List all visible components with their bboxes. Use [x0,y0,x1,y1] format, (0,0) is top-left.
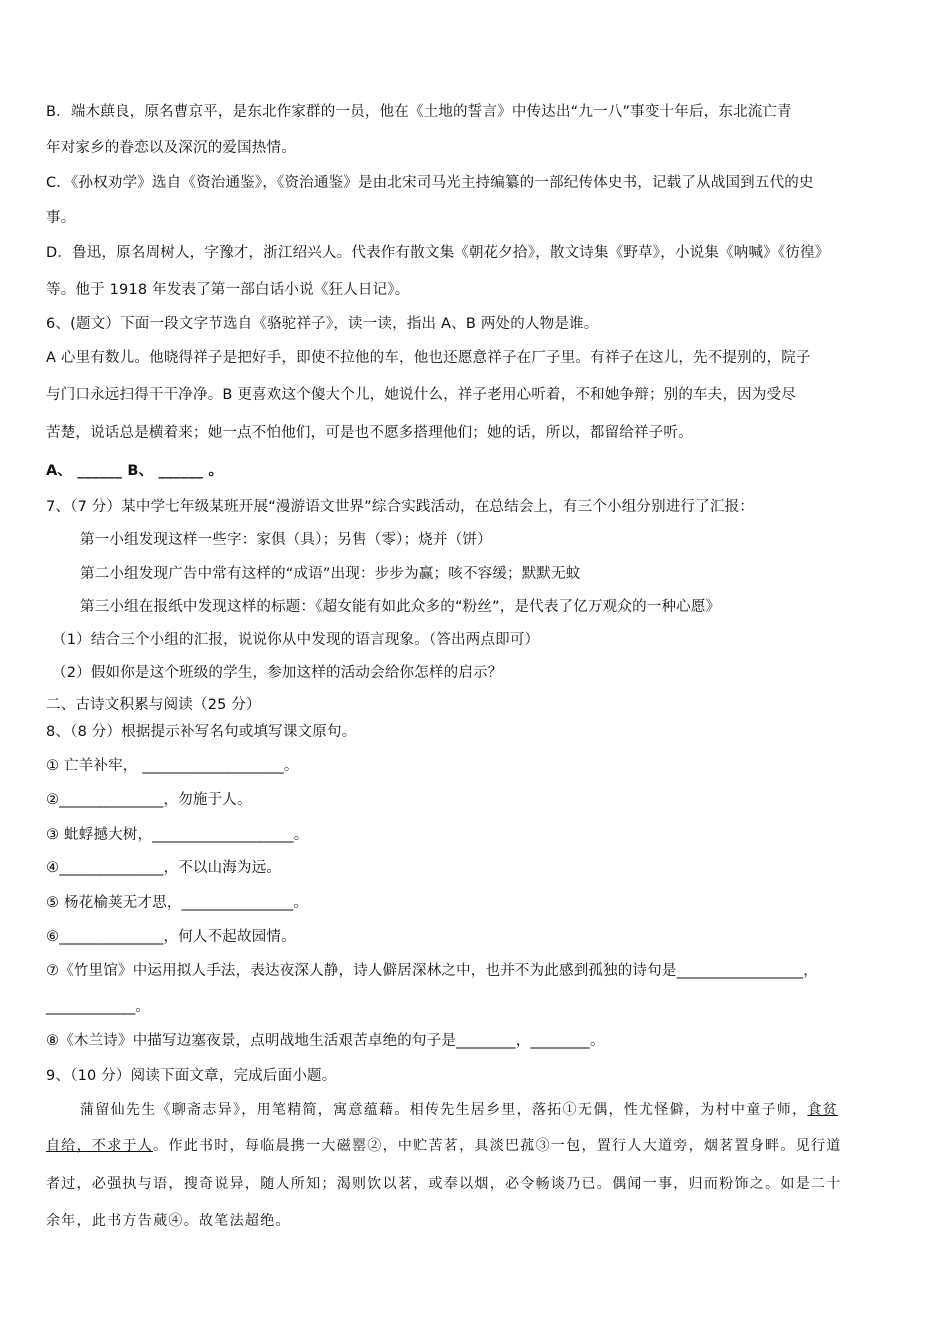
q8-item7-line2: ____________。 [46,999,151,1015]
q5-option-d-line2: 等。他于 1918 年发表了第一部白话小说《狂人日记》。 [46,282,410,298]
q5-option-d-line1: D．鲁迅，原名周树人，字豫才，浙江绍兴人。代表作有散文集《朝花夕拾》，散文诗集《野草》，小说集《呐喊》《彷徨》 [46,245,830,261]
q8-item1: ① 亡羊补牢， ___________________。 [46,758,299,774]
q8-item8: ⑧《木兰诗》中描写边塞夜景，点明战地生活艰苦卓绝的句子是________，________。 [46,1033,605,1049]
q7-subquestion2: （2）假如你是这个班级的学生，参加这样的活动会给你怎样的启示？ [52,665,503,681]
q8-item3: ③ 蚍蜉撼大树，___________________。 [46,827,309,843]
q9-passage-line3: 者过，必强执与语，搜奇说异，随人所知；渴则饮以茗，或奉以烟，必令畅谈乃已。偶闻一事，归而粉饰之。如是二十 [46,1176,842,1192]
q6-stem: 6、(题文）下面一段文字节选自《骆驼祥子》，读一读，指出 A、B 两处的人物是谁。 [46,316,599,332]
q6-passage-line1: A 心里有数儿。他晓得祥子是把好手，即使不拉他的车，他也还愿意祥子在厂子里。有祥子在这儿，先不提别的，院子 [46,350,811,366]
q9-passage-text: 蒲留仙先生《聊斋志异》，用笔精简，寓意蕴藉。相传先生居乡里，落拓①无偶，性尤怪僻，为村中童子师， [80,1102,808,1118]
q5-option-b-line2: 年对家乡的眷恋以及深沉的爱国热情。 [46,140,296,156]
q9-passage-text: 。作此书时，每临晨携一大磁罂②，中贮苦茗，具淡巴菰③一包，置行人大道旁，烟茗置身畔。见行道 [153,1138,842,1154]
section-title: 二、古诗文积累与阅读（25 分） [46,697,261,713]
q6-passage-line3: 苦楚，说话总是横着来；她一点不怕他们，可是也不愿多搭理他们；她的话，所以，都留给祥子听。 [46,425,693,441]
q9-underlined-text: 自给，不求于人 [46,1138,154,1154]
q9-underlined-text: 食贫 [807,1102,839,1118]
q7-group1: 第一小组发现这样一些字：家俱（具）；另售（零）；烧并（饼） [80,532,492,548]
q9-passage-line4: 余年，此书方告蒇④。故笔法超绝。 [46,1213,291,1229]
q9-passage-line2 [46,1136,910,1156]
q7-group2: 第二小组发现广告中常有这样的“成语”出现：步步为赢；咳不容缓；默默无蚊 [80,566,581,582]
q6-answer-blanks: A、 ______ B、 ______ 。 [46,463,224,479]
q8-stem: 8、（8 分）根据提示补写名句或填写课文原句。 [46,724,357,740]
q5-option-c-line1: C．《孙权劝学》选自《资治通鉴》，《资治通鉴》是由北宋司马光主持编纂的一部纪传体史书，记载了从战国到五代的史 [46,175,814,191]
q9-passage-line1 [80,1100,910,1120]
q8-item2: ②______________，勿施于人。 [46,792,252,808]
q8-item7-line1: ⑦《竹里馆》中运用拟人手法，表达夜深人静，诗人僻居深林之中，也并不为此感到孤独的诗句是_________________， [46,963,818,979]
q7-stem: 7、（7 分）某中学七年级某班开展“漫游语文世界”综合实践活动，在总结会上，有三个小组分别进行了汇报： [46,499,755,515]
q8-item5: ⑤ 杨花榆荚无才思，_______________。 [46,895,309,911]
q6-passage-line2: 与门口永远扫得干干净净。B 更喜欢这个傻大个儿，她说什么，祥子老用心听着，不和她争辩；别的车夫，因为受尽 [46,387,796,403]
q5-option-b-line1: B．端木蕻良，原名曹京平，是东北作家群的一员，他在《土地的誓言》中传达出“九一八”事变十年后，东北流亡青 [46,104,792,120]
q8-item4: ④______________，不以山海为远。 [46,860,282,876]
q5-option-c-line2: 事。 [46,210,76,226]
q7-subquestion1: （1）结合三个小组的汇报，说说你从中发现的语言现象。（答出两点即可） [52,632,540,648]
q7-group3: 第三小组在报纸中发现这样的标题：《超女能有如此众多的“粉丝”，是代表了亿万观众的一种心愿》 [80,599,721,615]
q9-stem: 9、（10 分）阅读下面文章，完成后面小题。 [46,1068,337,1084]
q8-item6: ⑥______________，何人不起故园情。 [46,929,296,945]
